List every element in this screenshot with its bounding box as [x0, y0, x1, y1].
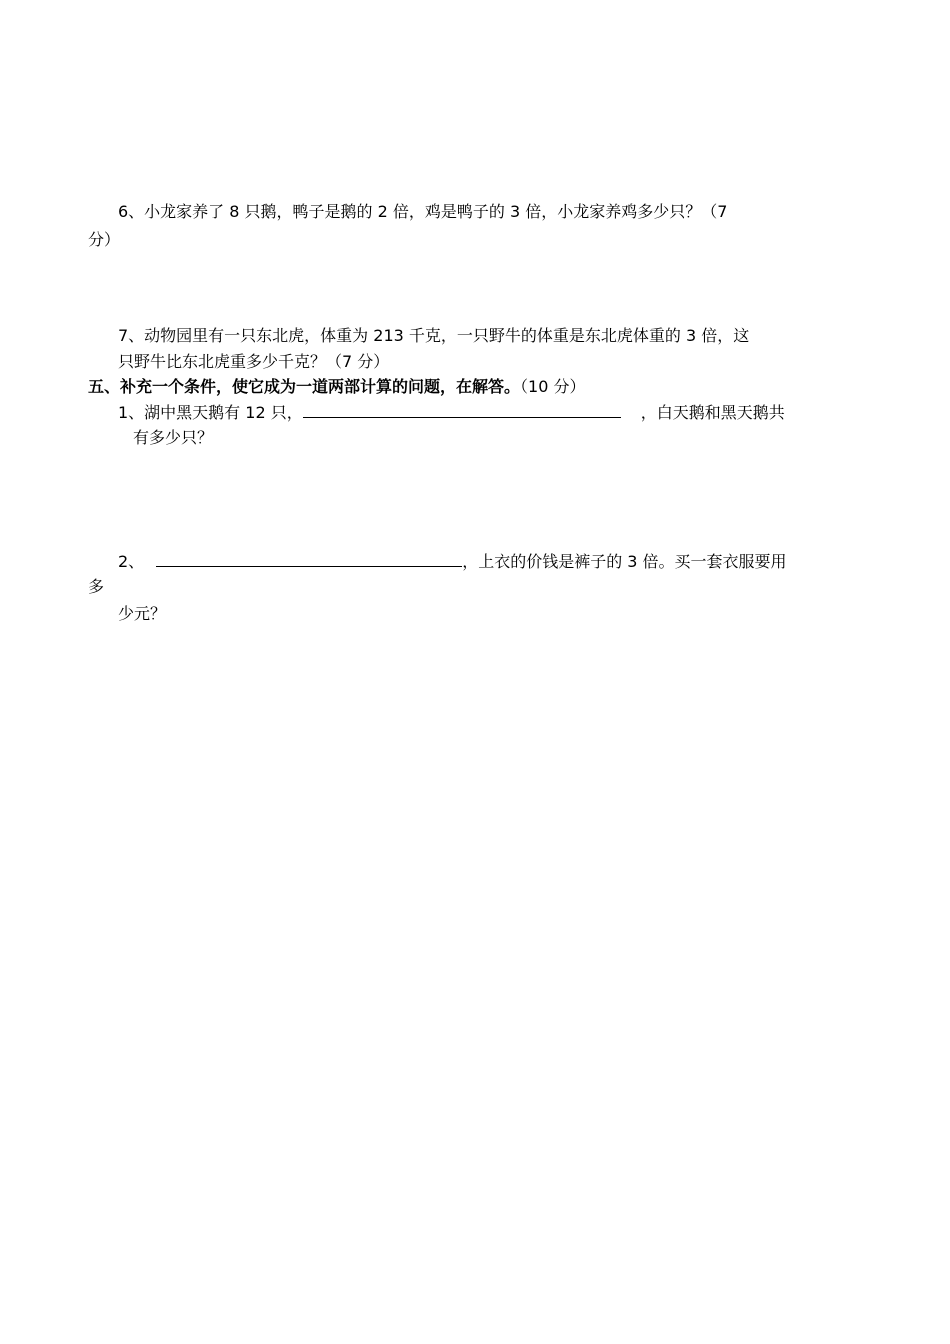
section-5-q2-line-3: 少元？: [118, 604, 167, 623]
section-5-q1-line-1: [118, 401, 785, 424]
section-5-q1-line-2: 有多少只？: [133, 428, 214, 447]
section-5-q1-suffix: ，白天鹅和黑天鹅共: [640, 403, 785, 422]
section-5-q1-blank[interactable]: [303, 401, 621, 418]
section-5-heading: 五、补充一个条件，使它成为一道两部计算的问题，在解答。: [88, 377, 521, 396]
section-5-q2-prefix: 2、: [118, 552, 145, 571]
question-6-line-2: 分）: [88, 230, 121, 249]
section-5-q2-suffix: ，上衣的价钱是裤子的 3 倍。买一套衣服要用: [462, 552, 787, 571]
section-5-q1-prefix: 1、湖中黑天鹅有 12 只，: [118, 403, 303, 422]
section-5-q2-line-2: 多: [88, 577, 105, 596]
question-7-line-1: 7、动物园里有一只东北虎，体重为 213 千克，一只野牛的体重是东北虎体重的 3 倍，这: [118, 326, 750, 345]
section-5-q2-line-1: [118, 550, 787, 573]
section-5-score: （10 分）: [520, 377, 586, 396]
section-5-heading-line: [88, 376, 585, 398]
section-5-q2-blank[interactable]: [156, 550, 462, 567]
question-6-line-1: 6、小龙家养了 8 只鹅，鸭子是鹅的 2 倍，鸡是鸭子的 3 倍，小龙家养鸡多少只？（7: [118, 202, 728, 221]
question-7-line-2: 只野牛比东北虎重多少千克？（7 分）: [118, 352, 390, 371]
